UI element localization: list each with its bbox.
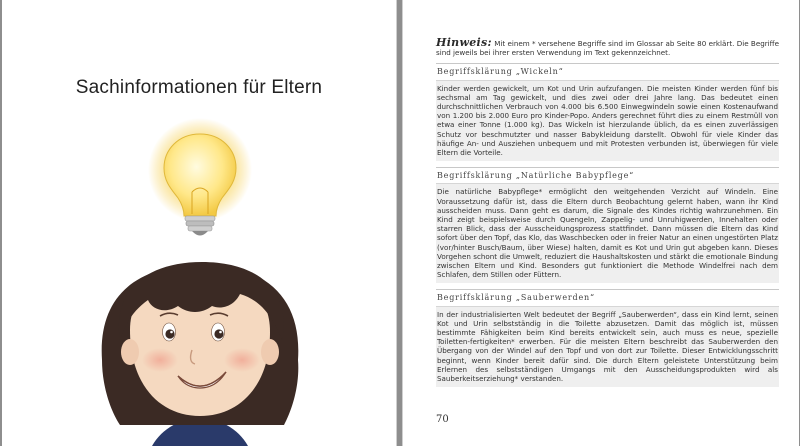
section-body: Die natürliche Babypflege* ermöglicht den weitgehenden Verzicht auf Windeln. Eine Voraussetzung dafür ist, dass die Eltern durch Beobachtung gelernt haben, wann ihr Kind ausscheiden muss. Dann geht es darum, die Signale des Kindes richtig wahrzunehmen. Ein Kind zeigt beispielsweise durch Quengeln, Zappelig- und Unruhigwerden, Innehalten oder starren Blick, dass der Ausscheidungsprozess stattfindet. Dann müssen die Eltern das Kind sofort über den Topf, das Klo, das Waschbecken oder in freier Natur an einen ungestörten Platz (vor/hinter Busch/Baum, über Wiese) halten, damit es Kot und Urin gut abgeben kann. Dieses Vorgehen schont die Umwelt, reduziert die Haushaltskosten und stärkt die emotionale Bindung zwischen Eltern und Kind. Besonders gut funktioniert die Methode Windelfrei nach dem Schlafen, dem Stillen oder Füttern. [436, 183, 779, 283]
section-sauberwerden [436, 289, 779, 387]
section-natuerliche-babypflege [436, 167, 779, 283]
hint-paragraph [436, 38, 779, 57]
section-body: In der industrialisierten Welt bedeutet der Begriff „Sauberwerden“, dass ein Kind lernt, seinen Kot und Urin selbstständig in die Toilette abzusetzen. Damit das möglich ist, müssen bestimmte Fähigkeiten beim Kind bereits entwickelt sein, auch muss es neue, spezielle Toiletten-fertigkeiten* erwerben. Für die meisten Eltern beschreibt das Sauberwerden den Übergang von der Windel auf den Topf und von dort zur Toilette. Dieser Entwicklungsschritt beginnt, wenn Kinder bereit dafür sind. Die durch Eltern geleistete Unterstützung beim Erlernen des selbstständigen Umgangs mit den Ausscheidungsprodukten wird als Sauberkeitserziehung* verstanden. [436, 306, 779, 388]
section-heading: Begriffsklärung „Wickeln“ [436, 63, 779, 79]
child-illustration [102, 262, 299, 446]
lightbulb-icon [148, 118, 252, 236]
child-lightbulb-illustration [2, 110, 396, 446]
section-heading: Begriffsklärung „Sauberwerden“ [436, 289, 779, 305]
page-number: 70 [436, 414, 449, 425]
left-page [2, 0, 397, 446]
right-page-content [436, 38, 779, 387]
hint-text: Mit einem * versehene Begriffe sind im Glossar ab Seite 80 erklärt. Die Begriffe sind jeweils bei ihrer ersten Verwendung im Text gekennzeichnet. [436, 39, 779, 58]
page-title: Sachinformationen für Eltern [75, 77, 323, 98]
hint-label: Hinweis: [436, 36, 492, 49]
section-heading: Begriffsklärung „Natürliche Babypflege“ [436, 167, 779, 183]
section-wickeln [436, 63, 779, 161]
section-body: Kinder werden gewickelt, um Kot und Urin aufzufangen. Die meisten Kinder werden fünf bis sechsmal am Tag gewickelt, und dies zwei oder drei Jahre lang. Das bedeutet einen durchschnittlichen Verbrauch von 4.000 bis 6.500 Einwegwindeln sowie einen Kostenaufwand von 1.200 bis 2.000 Euro pro Kinder-Popo. Anders gerechnet führt dies zu einem Restmüll von etwa einer Tonne (1.000 kg). Das Wickeln ist hierzulande üblich, da es einen zuverlässigen Schutz vor beschmutzter und nasser Babykleidung darstellt. Obwohl für viele Kinder das häufige An- und Ausziehen unbequem und mit Protesten verbunden ist, überwiegen für viele Eltern die Vorteile. [436, 80, 779, 162]
right-page [402, 0, 799, 446]
